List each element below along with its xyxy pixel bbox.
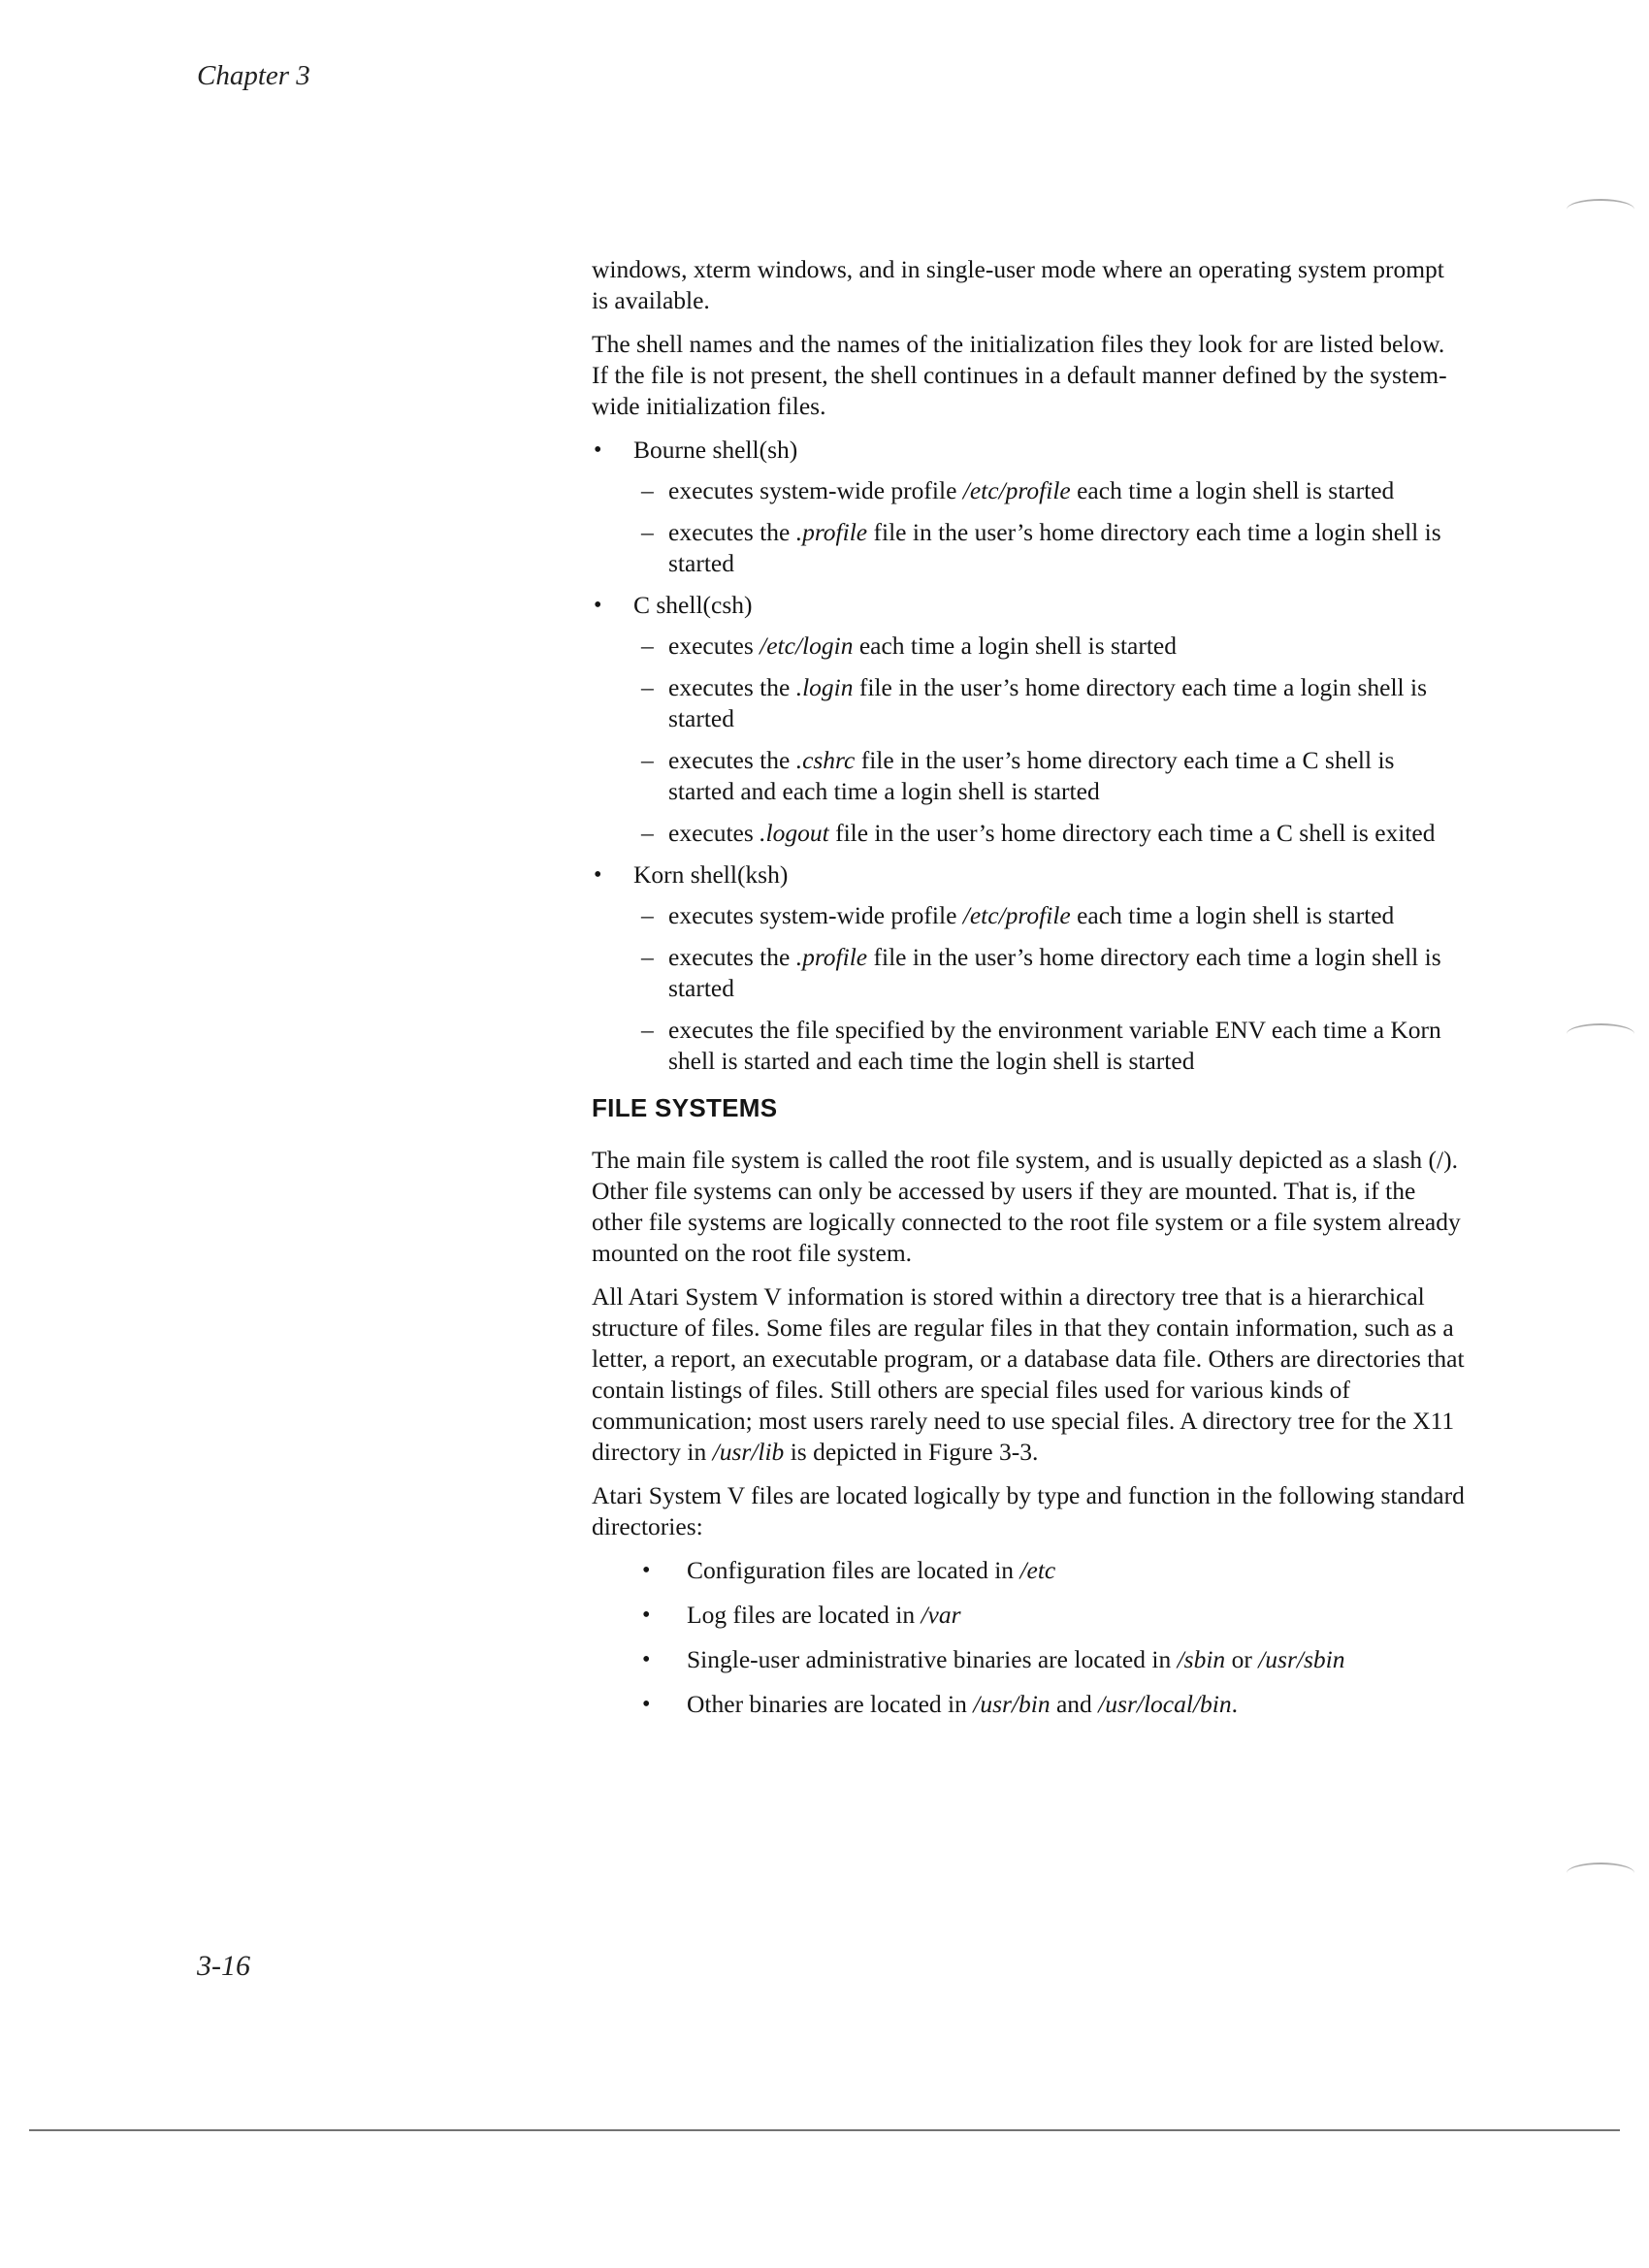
file-systems-paragraph-3: Atari System V files are located logically by type and function in the following standard directories:	[592, 1481, 1465, 1540]
detail-item: – executes the .cshrc file in the user’s home directory each time a C shell is started and each time a login shell is started	[633, 745, 1465, 807]
detail-item: – executes the .profile file in the user’s home directory each time a login shell is started	[633, 517, 1465, 579]
file-path: /etc/login	[760, 632, 854, 660]
detail-item: – executes the .login file in the user’s home directory each time a login shell is started	[633, 672, 1465, 734]
scan-artifact-mark	[1567, 199, 1634, 220]
page-body	[592, 254, 1465, 1733]
file-systems-paragraph-2: All Atari System V information is stored within a directory tree that is a hierarchical structure of files. Some files are regular files in that they contain information, such as a letter, a report, an executable program, or a database data file. Others are directories that contain listings of files. Still others are special files used for various kinds of communication; most users rarely need to use special files. A directory tree for the X11 directory in /usr/lib is depicted in Figure 3-3.	[592, 1282, 1465, 1466]
file-path: /var	[921, 1601, 961, 1629]
file-path: /usr/lib	[712, 1438, 785, 1466]
detail-list	[633, 631, 1465, 849]
running-head: Chapter 3	[197, 60, 310, 91]
shell-item-bourne	[592, 435, 1465, 579]
file-path: /etc/profile	[962, 901, 1071, 929]
detail-item: – executes the file specified by the environment variable ENV each time a Korn shell is started and each time the login shell is started	[633, 1015, 1465, 1077]
detail-list	[633, 475, 1465, 579]
directory-item: • Log files are located in /var	[592, 1600, 1465, 1631]
directory-item: • Configuration files are located in /etc	[592, 1555, 1465, 1586]
detail-item: – executes /etc/login each time a login shell is started	[633, 631, 1465, 662]
file-path: /etc/profile	[962, 476, 1071, 504]
section-heading: FILE SYSTEMS	[592, 1093, 778, 1122]
scan-edge-line	[29, 2129, 1620, 2131]
file-path: .login	[795, 673, 854, 701]
detail-item: – executes system-wide profile /etc/profile each time a login shell is started	[633, 475, 1465, 506]
file-path: /usr/local/bin	[1098, 1690, 1232, 1718]
shell-name: • Bourne shell(sh)	[633, 436, 798, 464]
detail-item: – executes the .profile file in the user’s home directory each time a login shell is started	[633, 942, 1465, 1004]
scan-artifact-mark	[1567, 1023, 1634, 1045]
detail-item: – executes .logout file in the user’s home directory each time a C shell is exited	[633, 818, 1465, 849]
detail-item: – executes system-wide profile /etc/profile each time a login shell is started	[633, 900, 1465, 931]
file-path: /etc	[1019, 1556, 1056, 1584]
file-path: .profile	[795, 943, 868, 971]
shell-name: • Korn shell(ksh)	[633, 860, 789, 889]
directory-item: • Single-user administrative binaries are located in /sbin or /usr/sbin	[592, 1644, 1465, 1675]
file-path: .logout	[760, 819, 829, 847]
file-path: /sbin	[1177, 1645, 1226, 1673]
detail-list	[633, 900, 1465, 1077]
directory-item: • Other binaries are located in /usr/bin and /usr/local/bin.	[592, 1689, 1465, 1720]
file-path: .cshrc	[795, 746, 856, 774]
intro-paragraph-2: The shell names and the names of the initialization files they look for are listed below. If the file is not present, the shell continues in a default manner defined by the system-wide initialization files.	[592, 330, 1447, 420]
shell-list	[592, 435, 1465, 1077]
scan-artifact-mark	[1567, 1863, 1634, 1884]
directory-list	[592, 1555, 1465, 1720]
file-path: /usr/sbin	[1258, 1645, 1345, 1673]
page-number: 3-16	[197, 1950, 250, 1982]
shell-name: • C shell(csh)	[633, 591, 753, 619]
shell-item-c	[592, 590, 1465, 849]
shell-item-korn	[592, 859, 1465, 1077]
intro-paragraph-1: windows, xterm windows, and in single-user mode where an operating system prompt is available.	[592, 255, 1444, 314]
file-path: /usr/bin	[973, 1690, 1051, 1718]
file-systems-paragraph-1: The main file system is called the root file system, and is usually depicted as a slash (/). Other file systems can only be accessed by users if they are mounted. That is, if the other file systems are logically connected to the root file system or a file system already mounted on the root file system.	[592, 1146, 1461, 1267]
file-path: .profile	[795, 518, 868, 546]
